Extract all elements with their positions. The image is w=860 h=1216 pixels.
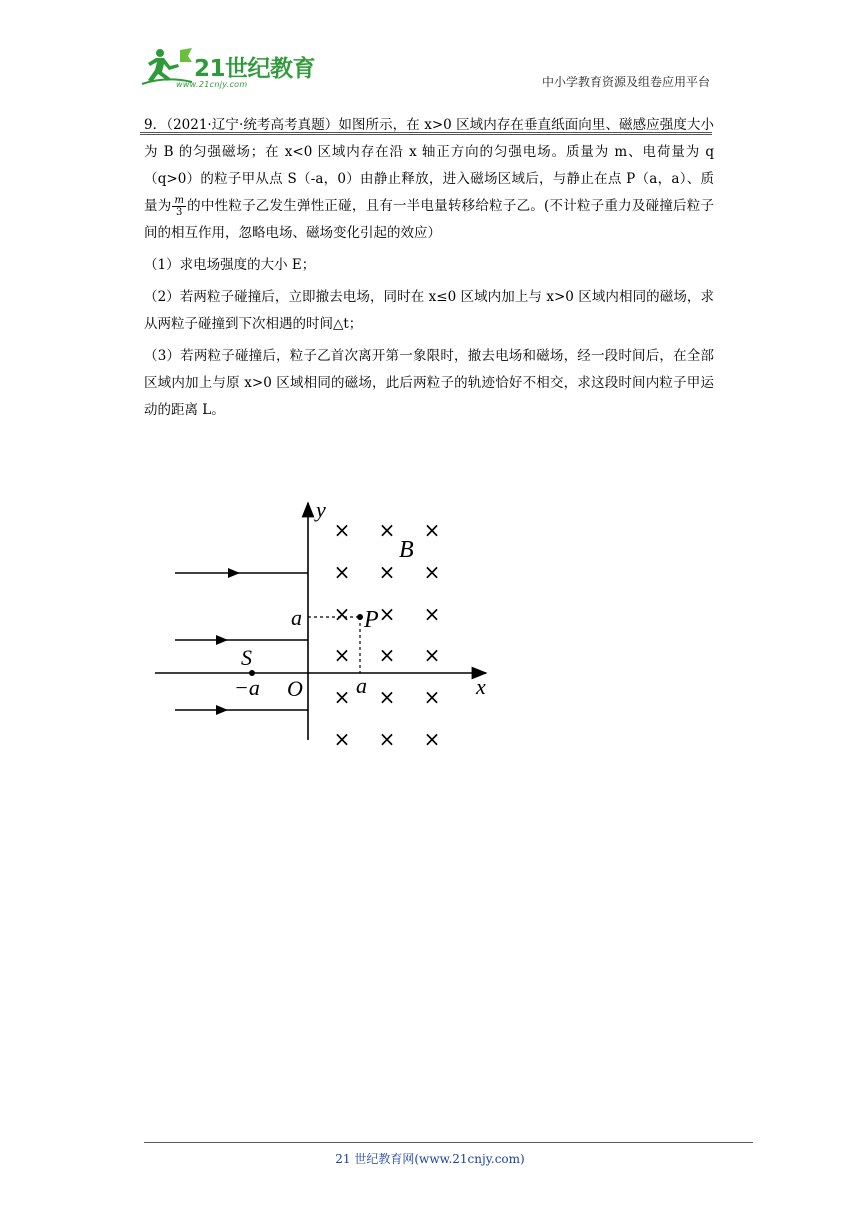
cross: × (378, 560, 396, 584)
cross: × (423, 602, 441, 626)
point-P (357, 614, 363, 620)
label-S: S (241, 645, 252, 670)
cross: × (423, 560, 441, 584)
label-x: x (476, 674, 486, 699)
field-arrow-1 (228, 568, 240, 578)
cross: × (423, 518, 441, 542)
label-a-x: a (356, 673, 367, 698)
label-a-y: a (291, 605, 302, 630)
label-y: y (316, 497, 326, 522)
mass-fraction (172, 195, 185, 218)
cross: × (333, 685, 351, 709)
question-number: 9． (144, 117, 167, 133)
cross: × (333, 518, 351, 542)
field-diagram (150, 495, 495, 755)
question-stem-part-b: 的中性粒子乙发生弹性正碰，且有一半电量转移给粒子乙。(不计粒子重力及碰撞后粒子间的相互作用，忽略电场、磁场变化引起的效应） (144, 198, 714, 241)
field-arrow-3 (216, 705, 228, 715)
label-neg-a: −a (234, 675, 260, 700)
label-B: B (399, 537, 414, 563)
logo-url: www.21cnjy.com (176, 80, 248, 89)
question-part-2: （2）若两粒子碰撞后，立即撤去电场，同时在 x≤0 区域内加上与 x>0 区域内相同的磁场，求从两粒子碰撞到下次相遇的时间△t； (144, 289, 714, 332)
fraction-denominator: 3 (176, 207, 183, 218)
question-part-1: （1）求电场强度的大小 E； (144, 257, 316, 273)
question-source: （2021·辽宁·统考高考真题） (166, 117, 339, 133)
cross: × (423, 727, 441, 751)
header-tagline: 中小学教育资源及组卷应用平台 (541, 75, 710, 89)
cross: × (423, 643, 441, 667)
label-O: O (287, 676, 303, 701)
cross: × (333, 560, 351, 584)
logo-text: 21世纪教育 (194, 56, 316, 82)
cross: × (378, 602, 396, 626)
field-arrow-2 (216, 635, 228, 645)
cross: × (333, 643, 351, 667)
page-header (140, 40, 712, 92)
cross: × (333, 727, 351, 751)
question-body (144, 112, 714, 424)
site-logo (140, 46, 320, 92)
question-stem (144, 112, 714, 247)
cross: × (378, 685, 396, 709)
question-stem-part-a: 如图所示，在 x>0 区域内存在垂直纸面向里、磁感应强度大小为 B 的匀强磁场；在 x<0 区域内存在沿 x 轴正方向的匀强电场。质量为 m、电荷量为 q（q>0）的粒子甲从点 S（-a，0）由静止释放，进入磁场区域后，与静止在点 P（a，a）、质量为 (144, 117, 714, 214)
cross: × (378, 727, 396, 751)
cross: × (423, 685, 441, 709)
fraction-numerator: m (174, 195, 184, 206)
label-P: P (364, 607, 379, 633)
cross: × (378, 643, 396, 667)
footer-link[interactable]: 21 世纪教育网(www.21cnjy.com) (335, 1152, 525, 1166)
magnetic-field-crosses (334, 518, 441, 751)
cross: × (333, 602, 351, 626)
cross: × (378, 518, 396, 542)
question-part-3: （3）若两粒子碰撞后，粒子乙首次离开第一象限时，撤去电场和磁场，经一段时间后，在全部区域内加上与原 x>0 区域相同的磁场，此后两粒子的轨迹恰好不相交，求这段时间内粒子甲运动的距离 L。 (144, 348, 714, 418)
footer-divider (144, 1142, 753, 1143)
